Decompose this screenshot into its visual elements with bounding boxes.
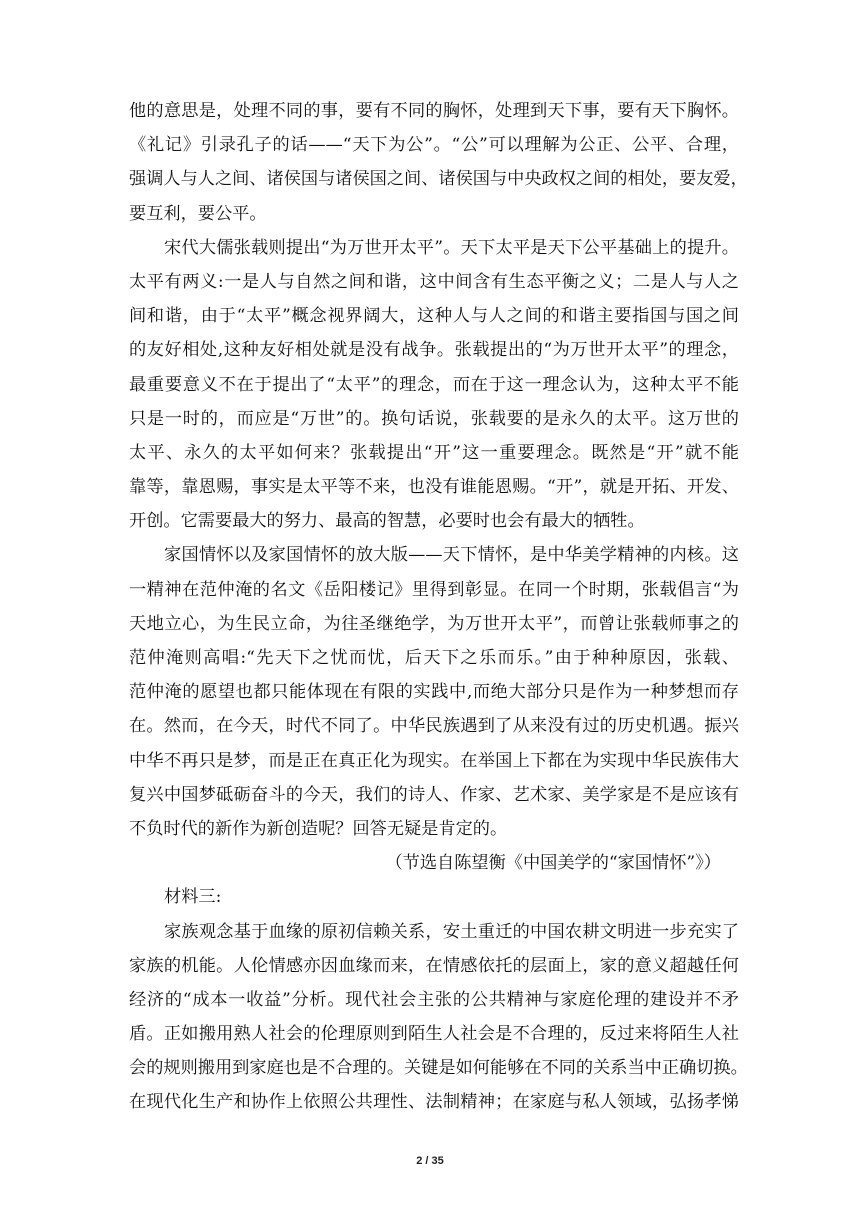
text-line: 家族观念基于血缘的原初信赖关系，安土重迁的中国农耕文明进一步充实了: [164, 921, 739, 942]
text-line: 间和谐，由于“太平”概念视界阔大，这种人与人之间的和谐主要指国与国之间: [129, 306, 739, 327]
text-line: 家族的机能。人伦情感亦因血缘而来，在情感依托的层面上，家的意义超越任何: [129, 955, 739, 976]
text-line: 太平、永久的太平如何来？张载提出“开”这一重要理念。既然是“开”就不能: [129, 442, 739, 463]
text-line: 强调人与人之间、诸侯国与诸侯国之间、诸侯国与中央政权之间的相处，要友爱，: [129, 169, 748, 190]
text-line: 他的意思是，处理不同的事，要有不同的胸怀，处理到天下事，要有天下胸怀。: [129, 101, 739, 121]
text-line: 经济的“成本一收益”分析。现代社会主张的公共精神与家庭伦理的建设并不矛: [129, 989, 739, 1010]
text-line: 的友好相处,这种友好相处就是没有战争。张载提出的“为万世开太平”的理念，: [129, 340, 739, 361]
text-line: 范仲淹则高唱:“先天下之忧而忧，后天下之乐而乐。”由于种种原因，张载、: [129, 648, 739, 668]
text-line: 太平有两义:一是人与自然之间和谐，这中间含有生态平衡之义；二是人与人之: [129, 271, 739, 292]
text-line: 要互利，要公平。: [129, 203, 267, 224]
text-line: 只是一时的，而应是“万世”的。换句话说，张载要的是永久的太平。这万世的: [129, 408, 739, 429]
text-line: 盾。正如搬用熟人社会的伦理原则到陌生人社会是不合理的，反过来将陌生人社: [129, 1024, 739, 1045]
text-line: 《礼记》引录孔子的话——“天下为公”。“公”可以理解为公正、公平、合理，: [129, 135, 739, 156]
text-line: 开创。它需要最大的努力、最高的智慧，必要时也会有最大的牺牲。: [129, 511, 645, 532]
text-line: 中华不再只是梦，而是正在真正化为现实。在举国上下都在为实现中华民族伟大: [129, 750, 739, 771]
text-line: 天地立心，为生民立命，为往圣继绝学，为万世开太平”，而曾让张载师事之的: [129, 613, 739, 634]
text-line: 复兴中国梦砥砺奋斗的今天，我们的诗人、作家、艺术家、美学家是不是应该有: [129, 784, 739, 805]
text-line: 一精神在范仲淹的名文《岳阳楼记》里得到彰显。在同一个时期，张载倡言“为: [129, 579, 739, 600]
text-line: 靠等，靠恩赐，事实是太平等不来，也没有谁能恩赐。“开”，就是开拓、开发、: [129, 477, 739, 498]
text-line: 家国情怀以及家国情怀的放大版——天下情怀，是中华美学精神的内核。这: [164, 545, 739, 566]
text-line: 宋代大儒张载则提出“为万世开太平”。天下太平是天下公平基础上的提升。: [164, 237, 739, 258]
text-line: 会的规则搬用到家庭也是不合理的。关键是如何能够在不同的关系当中正确切换。: [129, 1058, 748, 1079]
page-number: 2 / 35: [416, 1155, 444, 1167]
source-citation: （节选自陈望衡《中国美学的“家国情怀”》）: [385, 853, 721, 874]
text-line: 在。然而，在今天，时代不同了。中华民族遇到了从来没有过的历史机遇。振兴: [129, 716, 739, 737]
text-line: 在现代化生产和协作上依照公共理性、法制精神；在家庭与私人领域，弘扬孝悌: [129, 1092, 739, 1113]
text-line: 范仲淹的愿望也都只能体现在有限的实践中,而绝大部分只是作为一种梦想而存: [129, 682, 739, 703]
text-line: 不负时代的新作为新创造呢？回答无疑是肯定的。: [129, 818, 508, 839]
body-text: [129, 94, 748, 1120]
text-line: 最重要意义不在于提出了“太平”的理念，而在于这一理念认为，这种太平不能: [129, 374, 739, 395]
section-heading: 材料三:: [164, 887, 222, 908]
